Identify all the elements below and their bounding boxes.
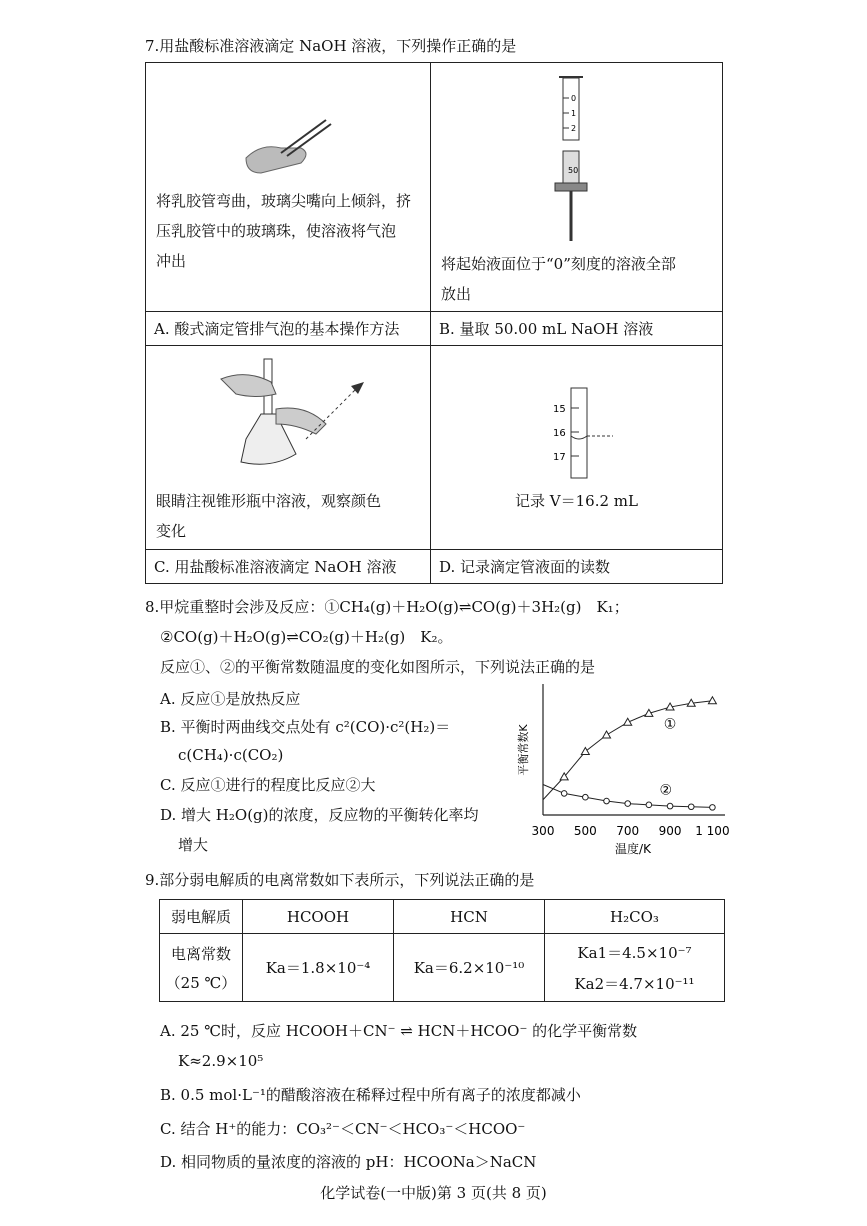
x-tick-label-0: 300: [531, 824, 555, 838]
q9-option-d: D. 相同物质的量浓度的溶液的 pH：HCOONa＞NaCN: [160, 1153, 537, 1171]
hcn-ka: Ka＝6.2×10⁻¹⁰: [394, 934, 545, 1002]
series-2-point-2: [604, 798, 610, 804]
burette-reading-illustration: [541, 386, 621, 481]
q7-cell-c-figure: [146, 346, 431, 550]
q9-stem: 9.部分弱电解质的电离常数如下表所示，下列说法正确的是: [145, 871, 535, 889]
series-2-point-6: [688, 804, 694, 810]
header-hcn: HCN: [394, 900, 545, 934]
q7-a-desc-1: 将乳胶管弯曲，玻璃尖嘴向上倾斜，挤: [156, 192, 412, 210]
series-label-1: ①: [663, 716, 677, 733]
row-label-line1: 电离常数: [170, 944, 231, 963]
q9-option-a-line1: A. 25 ℃时，反应 HCOOH＋CN⁻ ⇌ HCN＋HCOO⁻ 的化学平衡常数: [160, 1022, 638, 1040]
series-2-point-3: [625, 801, 631, 807]
q7-cell-d-figure: [431, 346, 723, 550]
q9-option-a-line2: K≈2.9×10⁵: [178, 1052, 264, 1070]
burette-tick-1: 1: [571, 109, 577, 118]
q8-stem-line1: 8.甲烷重整时会涉及反应：①CH₄(g)＋H₂O(g)⇌CO(g)＋3H₂(g) K₁；: [145, 598, 629, 616]
q7-cell-a-figure: [146, 63, 431, 312]
series-1-point-1: [581, 748, 589, 755]
row-label: [160, 934, 243, 1002]
y-axis-label: 平衡常数K: [517, 724, 530, 776]
q7-options-table: [145, 62, 723, 584]
q7-a-desc-3: 冲出: [156, 252, 187, 270]
burette-mark-50: 50: [568, 166, 579, 175]
series-2-point-7: [710, 805, 716, 811]
q7-d-desc: 记录 V＝16.2 mL: [515, 492, 638, 510]
row-label-line2: （25 ℃）: [165, 973, 237, 992]
q7-cell-b-figure: [431, 63, 723, 312]
h2co3-ka1: Ka1＝4.5×10⁻⁷: [577, 943, 692, 962]
q8-option-d-line2: 增大: [178, 836, 209, 854]
series-2-point-4: [646, 802, 652, 808]
header-h2co3: H₂CO₃: [545, 900, 725, 934]
h2co3-ka: [545, 934, 725, 1002]
series-2-point-5: [667, 803, 673, 809]
header-electrolyte: 弱电解质: [160, 900, 243, 934]
h2co3-ka2: Ka2＝4.7×10⁻¹¹: [574, 974, 695, 993]
burette-tick-0: 0: [571, 94, 577, 103]
ionization-constant-table: [159, 899, 725, 1002]
q8-option-c: C. 反应①进行的程度比反应②大: [160, 776, 376, 794]
series-line-1: [543, 701, 712, 800]
q7-b-desc-1: 将起始液面位于“0”刻度的溶液全部: [441, 255, 676, 273]
q8-option-a: A. 反应①是放热反应: [160, 690, 301, 708]
hand-tube-illustration: [241, 118, 341, 178]
series-1-point-7: [708, 697, 716, 704]
q7-c-desc-1: 眼睛注视锥形瓶中溶液，观察颜色: [156, 492, 382, 510]
x-tick-label-4: 1 100: [695, 824, 730, 838]
series-1-point-3: [624, 718, 632, 725]
reading-tick-15: 15: [553, 404, 566, 415]
q7-option-d: D. 记录滴定管液面的读数: [431, 550, 723, 584]
burette-illustration: [551, 73, 601, 248]
x-axis-label: 温度/K: [615, 842, 651, 856]
q7-c-desc-2: 变化: [156, 522, 187, 540]
titration-illustration: [216, 354, 386, 479]
equilibrium-constant-chart: [515, 680, 730, 860]
q9-option-b: B. 0.5 mol·L⁻¹的醋酸溶液在稀释过程中所有离子的浓度都减小: [160, 1086, 581, 1104]
q8-option-b-line2: c(CH₄)·c(CO₂): [178, 746, 284, 764]
header-hcooh: HCOOH: [243, 900, 394, 934]
series-2-point-1: [583, 794, 589, 800]
q8-stem-line3: 反应①、②的平衡常数随温度的变化如图所示，下列说法正确的是: [160, 658, 596, 676]
q7-b-desc-2: 放出: [441, 285, 472, 303]
q8-option-d-line1: D. 增大 H₂O(g)的浓度，反应物的平衡转化率均: [160, 806, 479, 824]
q9-option-c: C. 结合 H⁺的能力：CO₃²⁻＜CN⁻＜HCO₃⁻＜HCOO⁻: [160, 1120, 526, 1138]
q7-a-desc-2: 压乳胶管中的玻璃珠，使溶液将气泡: [156, 222, 397, 240]
page-footer: 化学试卷(一中版)第 3 页(共 8 页): [320, 1184, 547, 1202]
x-tick-label-2: 700: [616, 824, 640, 838]
series-label-2: ②: [659, 782, 673, 799]
x-tick-label-1: 500: [573, 824, 597, 838]
x-tick-label-3: 900: [658, 824, 682, 838]
q8-stem-line2: ②CO(g)＋H₂O(g)⇌CO₂(g)＋H₂(g) K₂。: [160, 628, 453, 646]
reading-tick-16: 16: [553, 428, 566, 439]
hcooh-ka: Ka＝1.8×10⁻⁴: [243, 934, 394, 1002]
series-2-point-0: [561, 791, 567, 797]
q8-option-b-line1: B. 平衡时两曲线交点处有 c²(CO)·c²(H₂)＝: [160, 718, 451, 736]
q7-option-a: A. 酸式滴定管排气泡的基本操作方法: [146, 312, 431, 346]
reading-tick-17: 17: [553, 452, 566, 463]
burette-tick-2: 2: [571, 124, 577, 133]
series-1-point-2: [603, 731, 611, 738]
q7-option-c: C. 用盐酸标准溶液滴定 NaOH 溶液: [146, 550, 431, 584]
q7-stem: 7.用盐酸标准溶液滴定 NaOH 溶液，下列操作正确的是: [145, 37, 517, 55]
q7-option-b: B. 量取 50.00 mL NaOH 溶液: [431, 312, 723, 346]
